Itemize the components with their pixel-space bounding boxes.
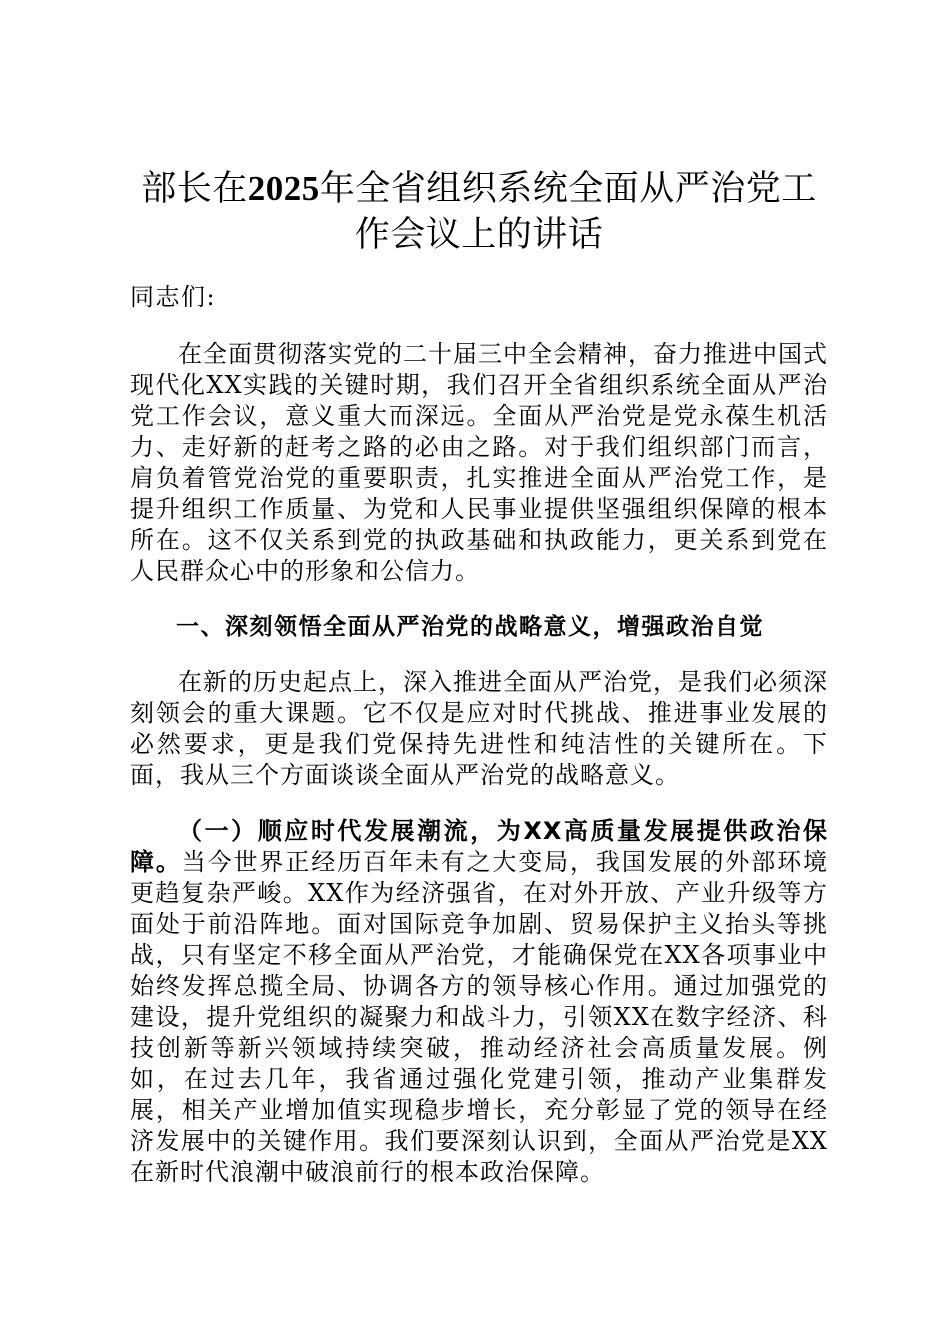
greeting: 同志们:	[130, 283, 217, 311]
document-body	[130, 166, 828, 1188]
subsection-1-lead: （一）顺应时代发展潮流，为XX高质量发展提供政治保障。	[130, 817, 828, 876]
title-year: 2025	[247, 169, 320, 208]
title-prefix: 部长在	[141, 169, 248, 209]
paragraph-section-1: 在新的历史起点上，深入推进全面从严治党，是我们必须深刻领会的重大课题。它不仅是应对时代挑战、推进事业发展的必然要求，更是我们党保持先进性和纯洁性的关键所在。下面，我从三个方面谈谈全面从严治党的战略意义。	[130, 668, 828, 789]
document-title	[130, 166, 828, 258]
title-line1-rest: 年全省组织系统全面从严治党工	[319, 169, 817, 209]
title-line2: 作会议上的讲话	[354, 215, 604, 255]
subsection-1-body: 当今世界正经历百年未有之大变局，我国发展的外部环境更趋复杂严峻。XX作为经济强省，在对外开放、产业升级等方面处于前沿阵地。面对国际竞争加剧、贸易保护主义抬头等挑战，只有坚定不移全面从严治党，才能确保党在XX各项事业中始终发挥总揽全局、协调各方的领导核心作用。通过加强党的建设，提升党组织的凝聚力和战斗力，引领XX在数字经济、科技创新等新兴领域持续突破，推动经济社会高质量发展。例如，在过去几年，我省通过强化党建引领，推动产业集群发展，相关产业增加值实现稳步增长，充分彰显了党的领导在经济发展中的关键作用。我们要深刻认识到，全面从严治党是XX在新时代浪潮中破浪前行的根本政治保障。	[130, 848, 829, 1186]
section-heading-1: 一、深刻领悟全面从严治党的战略意义，增强政治自觉	[176, 614, 764, 640]
paragraph-subsection-1	[130, 816, 828, 1188]
paragraph-intro: 在全面贯彻落实党的二十届三中全会精神，奋力推进中国式现代化XX实践的关键时期，我们召开全省组织系统全面从严治党工作会议，意义重大而深远。全面从严治党是党永葆生机活力、走好新的赶考之路的必由之路。对于我们组织部门而言，肩负着管党治党的重要职责，扎实推进全面从严治党工作，是提升组织工作质量、为党和人民事业提供坚强组织保障的根本所在。这不仅关系到党的执政基础和执政能力，更关系到党在人民群众心中的形象和公信力。	[130, 340, 828, 585]
